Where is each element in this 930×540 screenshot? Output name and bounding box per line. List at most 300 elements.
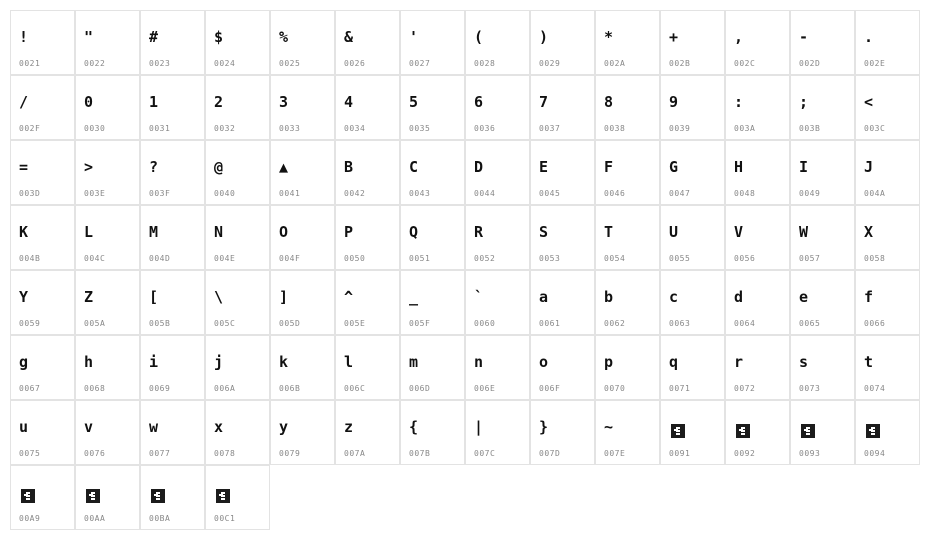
glyph-cell[interactable]: [140, 205, 205, 270]
glyph: i: [149, 353, 159, 371]
glyph-cell[interactable]: [400, 205, 465, 270]
glyph: Q: [409, 223, 419, 241]
glyph: s: [799, 353, 809, 371]
glyph-cell[interactable]: [205, 10, 270, 75]
glyph-code: 005A: [84, 319, 106, 328]
glyph-code: 0057: [799, 254, 821, 263]
glyph-cell[interactable]: [790, 10, 855, 75]
glyph-code: 004B: [19, 254, 41, 263]
glyph-code: 0052: [474, 254, 496, 263]
glyph-code: 0048: [734, 189, 756, 198]
glyph-code: 0063: [669, 319, 691, 328]
glyph-code: 005C: [214, 319, 236, 328]
glyph-code: 002E: [864, 59, 886, 68]
glyph: r: [734, 353, 744, 371]
glyph: 2: [214, 93, 224, 111]
glyph-cell[interactable]: [855, 75, 920, 140]
glyph-cell[interactable]: [335, 270, 400, 335]
glyph-code: 003C: [864, 124, 886, 133]
glyph-code: 0064: [734, 319, 756, 328]
missing-glyph-icon: [86, 489, 100, 503]
glyph-cell[interactable]: [595, 10, 660, 75]
glyph-cell[interactable]: [140, 465, 205, 530]
glyph-cell[interactable]: [205, 75, 270, 140]
glyph-code: 0065: [799, 319, 821, 328]
glyph-cell[interactable]: [75, 140, 140, 205]
glyph-cell[interactable]: [270, 75, 335, 140]
glyph-cell[interactable]: [140, 400, 205, 465]
glyph-cell[interactable]: [855, 10, 920, 75]
glyph-cell[interactable]: [790, 270, 855, 335]
glyph-code: 005D: [279, 319, 301, 328]
glyph: |: [474, 418, 484, 436]
glyph-code: 006E: [474, 384, 496, 393]
glyph-cell[interactable]: [595, 270, 660, 335]
glyph-cell[interactable]: [530, 10, 595, 75]
glyph-code: 006A: [214, 384, 236, 393]
glyph: 4: [344, 93, 354, 111]
glyph-cell[interactable]: [270, 335, 335, 400]
glyph: m: [409, 353, 419, 371]
glyph-cell[interactable]: [205, 335, 270, 400]
glyph-code: 0092: [734, 449, 756, 458]
glyph: d: [734, 288, 744, 306]
glyph-code: 006D: [409, 384, 431, 393]
glyph: ]: [279, 288, 289, 306]
glyph-cell[interactable]: [530, 335, 595, 400]
glyph-code: 0033: [279, 124, 301, 133]
glyph-code: 0069: [149, 384, 171, 393]
glyph: T: [604, 223, 614, 241]
glyph-code: 0061: [539, 319, 561, 328]
glyph: L: [84, 223, 94, 241]
glyph-code: 0079: [279, 449, 301, 458]
glyph: ,: [734, 28, 744, 46]
glyph: p: [604, 353, 614, 371]
glyph: U: [669, 223, 679, 241]
glyph-cell[interactable]: [465, 140, 530, 205]
glyph-cell[interactable]: [335, 10, 400, 75]
glyph-cell[interactable]: [10, 465, 75, 530]
glyph-code: 0058: [864, 254, 886, 263]
glyph-cell[interactable]: [530, 270, 595, 335]
glyph: 1: [149, 93, 159, 111]
glyph-code: 002C: [734, 59, 756, 68]
glyph-code: 0035: [409, 124, 431, 133]
glyph-code: 0023: [149, 59, 171, 68]
glyph-code: 0032: [214, 124, 236, 133]
glyph-cell[interactable]: [725, 270, 790, 335]
glyph: /: [19, 93, 29, 111]
glyph-cell[interactable]: [270, 140, 335, 205]
glyph: n: [474, 353, 484, 371]
glyph-code: 0051: [409, 254, 431, 263]
glyph: Y: [19, 288, 29, 306]
glyph-cell[interactable]: [465, 400, 530, 465]
glyph: 6: [474, 93, 484, 111]
glyph: H: [734, 158, 744, 176]
glyph: 3: [279, 93, 289, 111]
glyph-code: 0071: [669, 384, 691, 393]
glyph-cell[interactable]: [75, 10, 140, 75]
glyph-code: 0026: [344, 59, 366, 68]
glyph: ": [84, 28, 94, 46]
glyph-cell[interactable]: [595, 400, 660, 465]
glyph-code: 003A: [734, 124, 756, 133]
glyph: C: [409, 158, 419, 176]
glyph: B: [344, 158, 354, 176]
glyph-cell[interactable]: [400, 10, 465, 75]
glyph-code: 0030: [84, 124, 106, 133]
glyph-cell[interactable]: [855, 270, 920, 335]
glyph: ?: [149, 158, 159, 176]
glyph-cell[interactable]: [595, 335, 660, 400]
glyph: x: [214, 418, 224, 436]
glyph: D: [474, 158, 484, 176]
glyph-cell[interactable]: [725, 400, 790, 465]
glyph-cell[interactable]: [400, 140, 465, 205]
glyph-code: 005B: [149, 319, 171, 328]
glyph-code: 002B: [669, 59, 691, 68]
glyph: X: [864, 223, 874, 241]
glyph-cell[interactable]: [75, 465, 140, 530]
glyph-code: 0047: [669, 189, 691, 198]
glyph-cell[interactable]: [530, 75, 595, 140]
glyph-cell[interactable]: [790, 140, 855, 205]
glyph-code: 007B: [409, 449, 431, 458]
glyph-code: 0060: [474, 319, 496, 328]
glyph: @: [214, 158, 224, 176]
glyph-code: 00AA: [84, 514, 106, 523]
glyph-code: 0059: [19, 319, 41, 328]
glyph-code: 0077: [149, 449, 171, 458]
glyph-cell[interactable]: [595, 75, 660, 140]
glyph-cell[interactable]: [10, 75, 75, 140]
glyph: ;: [799, 93, 809, 111]
glyph-cell[interactable]: [10, 140, 75, 205]
glyph-cell[interactable]: [205, 270, 270, 335]
glyph-code: 003D: [19, 189, 41, 198]
missing-glyph-icon: [216, 489, 230, 503]
glyph-cell[interactable]: [465, 335, 530, 400]
glyph-cell[interactable]: [140, 335, 205, 400]
glyph-code: 0034: [344, 124, 366, 133]
glyph: -: [799, 28, 809, 46]
glyph-code: 0091: [669, 449, 691, 458]
glyph: ~: [604, 418, 614, 436]
glyph-code: 005E: [344, 319, 366, 328]
glyph: !: [19, 28, 29, 46]
glyph-code: 0036: [474, 124, 496, 133]
glyph-cell[interactable]: [465, 270, 530, 335]
glyph: l: [344, 353, 354, 371]
glyph-code: 0055: [669, 254, 691, 263]
glyph: }: [539, 418, 549, 436]
glyph-cell[interactable]: [790, 205, 855, 270]
glyph-cell[interactable]: [140, 10, 205, 75]
glyph-code: 0068: [84, 384, 106, 393]
glyph-cell[interactable]: [270, 205, 335, 270]
glyph: (: [474, 28, 484, 46]
glyph-code: 0027: [409, 59, 431, 68]
glyph: f: [864, 288, 874, 306]
glyph-code: 0024: [214, 59, 236, 68]
glyph-cell[interactable]: [140, 75, 205, 140]
glyph-cell[interactable]: [660, 10, 725, 75]
glyph-cell[interactable]: [205, 205, 270, 270]
glyph-code: 0053: [539, 254, 561, 263]
glyph-cell[interactable]: [270, 270, 335, 335]
glyph-code: 0043: [409, 189, 431, 198]
glyph: :: [734, 93, 744, 111]
glyph: ▲: [279, 158, 289, 176]
glyph-code: 0039: [669, 124, 691, 133]
missing-glyph-icon: [866, 424, 880, 438]
glyph: z: [344, 418, 354, 436]
glyph-cell[interactable]: [595, 205, 660, 270]
glyph-cell[interactable]: [660, 270, 725, 335]
glyph: Z: [84, 288, 94, 306]
glyph-cell[interactable]: [400, 335, 465, 400]
glyph: ^: [344, 288, 354, 306]
glyph: E: [539, 158, 549, 176]
glyph-cell[interactable]: [205, 400, 270, 465]
glyph-code: 0093: [799, 449, 821, 458]
glyph-code: 003B: [799, 124, 821, 133]
glyph: *: [604, 28, 614, 46]
glyph-code: 002F: [19, 124, 41, 133]
glyph: a: [539, 288, 549, 306]
glyph-code: 003E: [84, 189, 106, 198]
glyph-cell[interactable]: [10, 400, 75, 465]
glyph: u: [19, 418, 29, 436]
glyph-code: 00A9: [19, 514, 41, 523]
glyph: $: [214, 28, 224, 46]
glyph-cell[interactable]: [725, 10, 790, 75]
glyph-cell[interactable]: [465, 75, 530, 140]
glyph-code: 0067: [19, 384, 41, 393]
missing-glyph-icon: [671, 424, 685, 438]
glyph-cell[interactable]: [855, 140, 920, 205]
glyph-code: 0022: [84, 59, 106, 68]
missing-glyph-icon: [151, 489, 165, 503]
glyph-cell[interactable]: [10, 335, 75, 400]
glyph: w: [149, 418, 159, 436]
glyph: q: [669, 353, 679, 371]
glyph-code: 00BA: [149, 514, 171, 523]
missing-glyph-icon: [801, 424, 815, 438]
glyph-cell[interactable]: [335, 75, 400, 140]
glyph-cell[interactable]: [335, 140, 400, 205]
glyph-code: 0074: [864, 384, 886, 393]
glyph-code: 0038: [604, 124, 626, 133]
glyph-cell[interactable]: [335, 205, 400, 270]
glyph-code: 0049: [799, 189, 821, 198]
glyph: e: [799, 288, 809, 306]
glyph: J: [864, 158, 874, 176]
glyph-code: 002D: [799, 59, 821, 68]
glyph-code: 0056: [734, 254, 756, 263]
glyph-code: 0046: [604, 189, 626, 198]
glyph-code: 0029: [539, 59, 561, 68]
glyph-cell[interactable]: [75, 400, 140, 465]
glyph-cell[interactable]: [790, 400, 855, 465]
glyph: %: [279, 28, 289, 46]
glyph-code: 004D: [149, 254, 171, 263]
glyph-cell[interactable]: [335, 335, 400, 400]
glyph: 9: [669, 93, 679, 111]
glyph: k: [279, 353, 289, 371]
glyph: j: [214, 353, 224, 371]
glyph-cell[interactable]: [790, 335, 855, 400]
glyph-cell[interactable]: [530, 400, 595, 465]
glyph-cell[interactable]: [10, 205, 75, 270]
glyph: F: [604, 158, 614, 176]
glyph-cell[interactable]: [660, 335, 725, 400]
glyph: #: [149, 28, 159, 46]
glyph-code: 0050: [344, 254, 366, 263]
glyph-cell[interactable]: [725, 335, 790, 400]
glyph-code: 0045: [539, 189, 561, 198]
glyph: {: [409, 418, 419, 436]
glyph: <: [864, 93, 874, 111]
glyph-cell[interactable]: [205, 465, 270, 530]
missing-glyph-icon: [21, 489, 35, 503]
glyph-cell[interactable]: [660, 205, 725, 270]
glyph: 8: [604, 93, 614, 111]
glyph-cell[interactable]: [270, 400, 335, 465]
glyph-code: 00C1: [214, 514, 236, 523]
glyph-cell[interactable]: [595, 140, 660, 205]
glyph-code: 0021: [19, 59, 41, 68]
glyph: >: [84, 158, 94, 176]
glyph: t: [864, 353, 874, 371]
glyph-cell[interactable]: [465, 205, 530, 270]
glyph-code: 003F: [149, 189, 171, 198]
glyph: O: [279, 223, 289, 241]
glyph: 0: [84, 93, 94, 111]
glyph: 7: [539, 93, 549, 111]
glyph: N: [214, 223, 224, 241]
glyph: y: [279, 418, 289, 436]
glyph-code: 0075: [19, 449, 41, 458]
glyph-code: 0025: [279, 59, 301, 68]
glyph-code: 0094: [864, 449, 886, 458]
glyph-cell[interactable]: [75, 270, 140, 335]
glyph-cell[interactable]: [10, 10, 75, 75]
glyph-cell[interactable]: [400, 75, 465, 140]
glyph-cell[interactable]: [660, 400, 725, 465]
missing-glyph-icon: [736, 424, 750, 438]
glyph-code: 0042: [344, 189, 366, 198]
glyph: _: [409, 288, 419, 306]
glyph: M: [149, 223, 159, 241]
glyph-cell[interactable]: [75, 205, 140, 270]
glyph: ': [409, 28, 419, 46]
glyph-cell[interactable]: [400, 400, 465, 465]
glyph-code: 0040: [214, 189, 236, 198]
glyph-cell[interactable]: [75, 335, 140, 400]
glyph-cell[interactable]: [140, 270, 205, 335]
glyph: `: [474, 288, 484, 306]
glyph-code: 002A: [604, 59, 626, 68]
glyph-cell[interactable]: [855, 205, 920, 270]
glyph-cell[interactable]: [530, 140, 595, 205]
glyph-cell[interactable]: [530, 205, 595, 270]
glyph: =: [19, 158, 29, 176]
glyph-code: 007A: [344, 449, 366, 458]
glyph-code: 004C: [84, 254, 106, 263]
glyph-cell[interactable]: [75, 75, 140, 140]
glyph-cell[interactable]: [725, 140, 790, 205]
glyph: W: [799, 223, 809, 241]
glyph-code: 0054: [604, 254, 626, 263]
glyph: b: [604, 288, 614, 306]
glyph-cell[interactable]: [660, 140, 725, 205]
glyph: K: [19, 223, 29, 241]
glyph-cell[interactable]: [725, 205, 790, 270]
glyph: ): [539, 28, 549, 46]
glyph-cell[interactable]: [10, 270, 75, 335]
glyph-cell[interactable]: [855, 400, 920, 465]
glyph-code: 0076: [84, 449, 106, 458]
glyph-code: 006C: [344, 384, 366, 393]
glyph: S: [539, 223, 549, 241]
glyph-cell[interactable]: [465, 10, 530, 75]
glyph: o: [539, 353, 549, 371]
glyph-cell[interactable]: [790, 75, 855, 140]
glyph: g: [19, 353, 29, 371]
glyph-code: 006F: [539, 384, 561, 393]
glyph: +: [669, 28, 679, 46]
glyph-cell[interactable]: [855, 335, 920, 400]
glyph-cell[interactable]: [660, 75, 725, 140]
glyph-cell[interactable]: [725, 75, 790, 140]
glyph: c: [669, 288, 679, 306]
glyph-code: 0041: [279, 189, 301, 198]
glyph: .: [864, 28, 874, 46]
glyph-cell[interactable]: [270, 10, 335, 75]
glyph: h: [84, 353, 94, 371]
glyph-code: 004A: [864, 189, 886, 198]
glyph-code: 0028: [474, 59, 496, 68]
glyph-code: 0037: [539, 124, 561, 133]
glyph: [: [149, 288, 159, 306]
glyph-code: 0070: [604, 384, 626, 393]
glyph-code: 0078: [214, 449, 236, 458]
glyph: \: [214, 288, 224, 306]
glyph: G: [669, 158, 679, 176]
glyph: v: [84, 418, 94, 436]
glyph: &: [344, 28, 354, 46]
glyph-code: 0066: [864, 319, 886, 328]
glyph-code: 006B: [279, 384, 301, 393]
glyph-code: 0044: [474, 189, 496, 198]
glyph: P: [344, 223, 354, 241]
glyph-code: 007C: [474, 449, 496, 458]
glyph-cell[interactable]: [205, 140, 270, 205]
glyph-code: 005F: [409, 319, 431, 328]
glyph-code: 0072: [734, 384, 756, 393]
glyph-cell[interactable]: [400, 270, 465, 335]
glyph-code: 007E: [604, 449, 626, 458]
glyph-code: 0031: [149, 124, 171, 133]
glyph-code: 0062: [604, 319, 626, 328]
glyph: 5: [409, 93, 419, 111]
glyph: I: [799, 158, 809, 176]
glyph-cell[interactable]: [140, 140, 205, 205]
glyph-cell[interactable]: [335, 400, 400, 465]
